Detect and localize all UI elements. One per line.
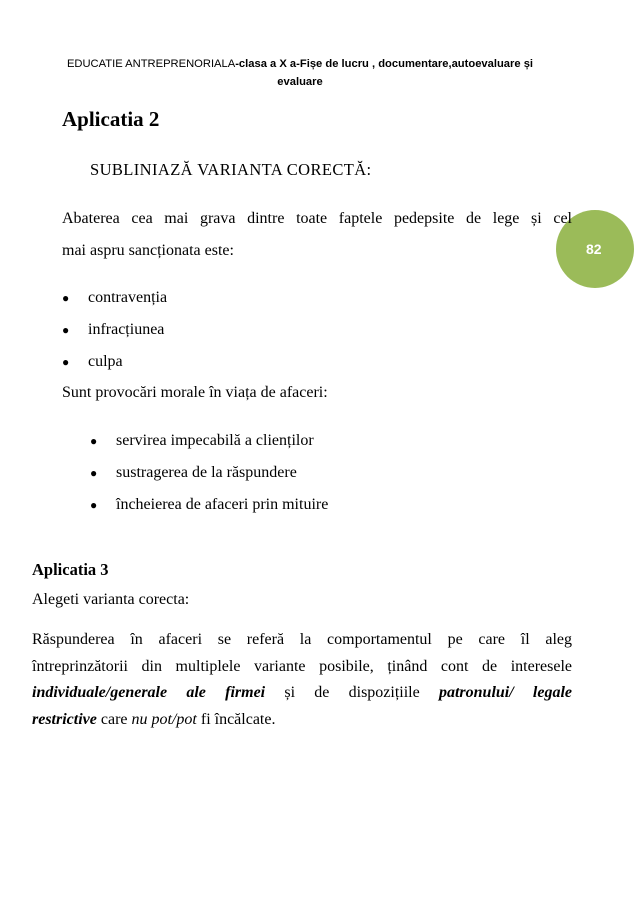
choice-restrictive[interactable]: restrictive (32, 710, 97, 728)
list-item[interactable] (90, 489, 328, 521)
question-1 (62, 203, 572, 267)
text-fragment: fi încălcate. (196, 710, 276, 728)
text-fragment: și de dispozițiile (265, 684, 439, 701)
instruction-underline: SUBLINIAZĂ VARIANTA CORECTĂ: (90, 160, 372, 179)
option-label: contravenția (88, 289, 168, 306)
bullet-icon: ● (62, 291, 70, 305)
question-2: Sunt provocări morale în viața de afaceri: (62, 384, 328, 401)
bullet-icon: ● (62, 323, 70, 337)
bullet-icon: ● (90, 434, 98, 448)
choice-patron-legal[interactable]: patronului/ legale (438, 684, 573, 701)
question-1-line-1: Abaterea cea mai grava dintre toate faptele pedepsite de lege și cel (62, 210, 572, 227)
list-item[interactable] (62, 282, 167, 314)
text-fragment: care (96, 710, 132, 728)
paragraph-line-3 (32, 680, 572, 707)
option-label: culpa (88, 353, 123, 370)
question-3-paragraph (32, 627, 572, 733)
paragraph-line-2: întreprinzătorii din multiplele variante posibile, ținând cont de interesele (32, 657, 572, 675)
list-item[interactable] (62, 314, 167, 346)
question-2-options (90, 425, 328, 521)
paragraph-line-1: Răspunderea în afaceri se referă la comportamentul pe care îl aleg (32, 631, 572, 648)
question-1-options (62, 282, 167, 378)
bullet-icon: ● (90, 498, 98, 512)
section-title-aplicatia-3: Aplicatia 3 (32, 560, 109, 579)
list-item[interactable] (62, 346, 167, 378)
question-1-line-2: mai aspru sancționata este: (62, 242, 234, 259)
paragraph-line-4 (32, 711, 275, 728)
header-subtitle-line2: evaluare (277, 76, 323, 88)
page-number: 82 (586, 241, 602, 257)
bullet-icon: ● (90, 466, 98, 480)
list-item[interactable] (90, 425, 328, 457)
choice-nu-pot-pot[interactable]: nu pot/pot (131, 710, 197, 728)
header-subtitle: -clasa a X a-Fișe de lucru , documentare,autoevaluare și (235, 58, 534, 70)
option-label: sustragerea de la răspundere (116, 464, 297, 481)
option-label: servirea impecabilă a clienților (116, 432, 314, 449)
list-item[interactable] (90, 457, 328, 489)
page-header (20, 55, 580, 91)
choice-individual-general[interactable]: individuale/generale ale firmei (32, 684, 266, 701)
section-title-aplicatia-2: Aplicatia 2 (62, 107, 160, 131)
option-label: infracțiunea (88, 321, 165, 338)
header-course: EDUCATIE ANTREPRENORIALA (66, 58, 236, 70)
instruction-choose: Alegeti varianta corecta: (32, 591, 190, 608)
option-label: încheierea de afaceri prin mituire (116, 496, 329, 513)
bullet-icon: ● (62, 355, 70, 369)
